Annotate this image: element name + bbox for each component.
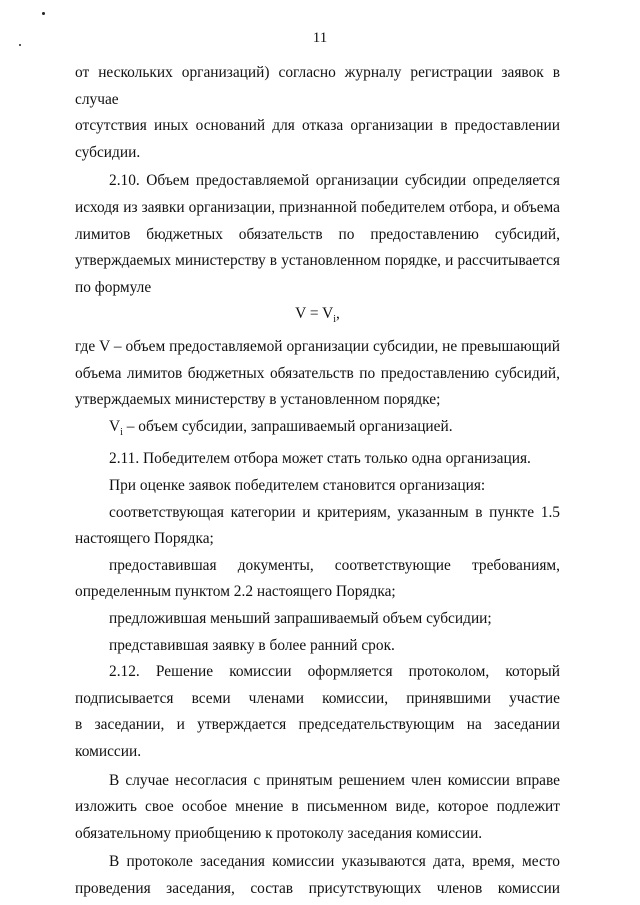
text-line: предложившая меньший запрашиваемый объем субсидии; [109, 610, 492, 628]
document-body [75, 60, 560, 903]
page-number: 11 [312, 30, 328, 46]
text-line: соответствующая категории и критериям, указанным в пункте 1.5 [109, 503, 560, 521]
text-line: комиссии. [75, 743, 142, 760]
text-line: При оценке заявок победителем становится организация: [109, 477, 486, 495]
text-line: лимитов бюджетных обязательств по предоставлению субсидий, [75, 225, 560, 243]
text-line: где V – объем предоставляемой организации субсидии, не превышающий [75, 338, 560, 356]
text-line: В протоколе заседания комиссии указываются дата, время, место [109, 853, 560, 871]
text-line: В случае несогласия с принятым решением член комиссии вправе [109, 771, 560, 789]
text-line: 2.10. Объем предоставляемой организации субсидии определяется [109, 172, 560, 190]
text-line: 2.11. Победителем отбора может стать только одна организация. [109, 450, 531, 468]
text-line: утверждаемых министерству в установленном порядке, и рассчитывается [75, 252, 560, 270]
text-line: представившая заявку в более ранний срок. [109, 636, 395, 654]
text-line: подписывается всеми членами комиссии, принявшими участие [75, 689, 560, 707]
text-line: исходя из заявки организации, признанной победителем отбора, и объема [75, 198, 560, 216]
scan-speck [42, 12, 45, 15]
text-line: по формуле [75, 278, 152, 296]
text-line: предоставившая документы, соответствующие требованиям, [109, 556, 560, 574]
text-line: в заседании, и утверждается председательствующим на заседании [75, 716, 560, 734]
text-line: настоящего Порядка; [75, 530, 214, 548]
text-line: 2.12. Решение комиссии оформляется протоколом, который [109, 663, 560, 681]
text-line: обязательному приобщению к протоколу заседания комиссии. [75, 824, 483, 842]
text-line: проведения заседания, состав присутствующих членов комиссии [75, 879, 560, 897]
text-line: объема лимитов бюджетных обязательств по предоставлению субсидий, [75, 364, 560, 382]
text-line: определенным пунктом 2.2 настоящего Порядка; [75, 583, 396, 601]
text-line: утверждаемых министерству в установленном порядке; [75, 391, 441, 409]
text-line: от нескольких организаций) согласно журналу регистрации заявок в случае [75, 64, 560, 108]
text-line: субсидии. [75, 143, 141, 161]
text-line: $V_i$ – объем субсидии, запрашиваемый организацией. [109, 417, 453, 438]
text-line: изложить свое особое мнение в письменном виде, которое подлежит [75, 798, 560, 816]
text-line: отсутствия иных оснований для отказа организации в предоставлении [75, 117, 560, 135]
formula-line: $V = V_i$, [295, 305, 340, 326]
